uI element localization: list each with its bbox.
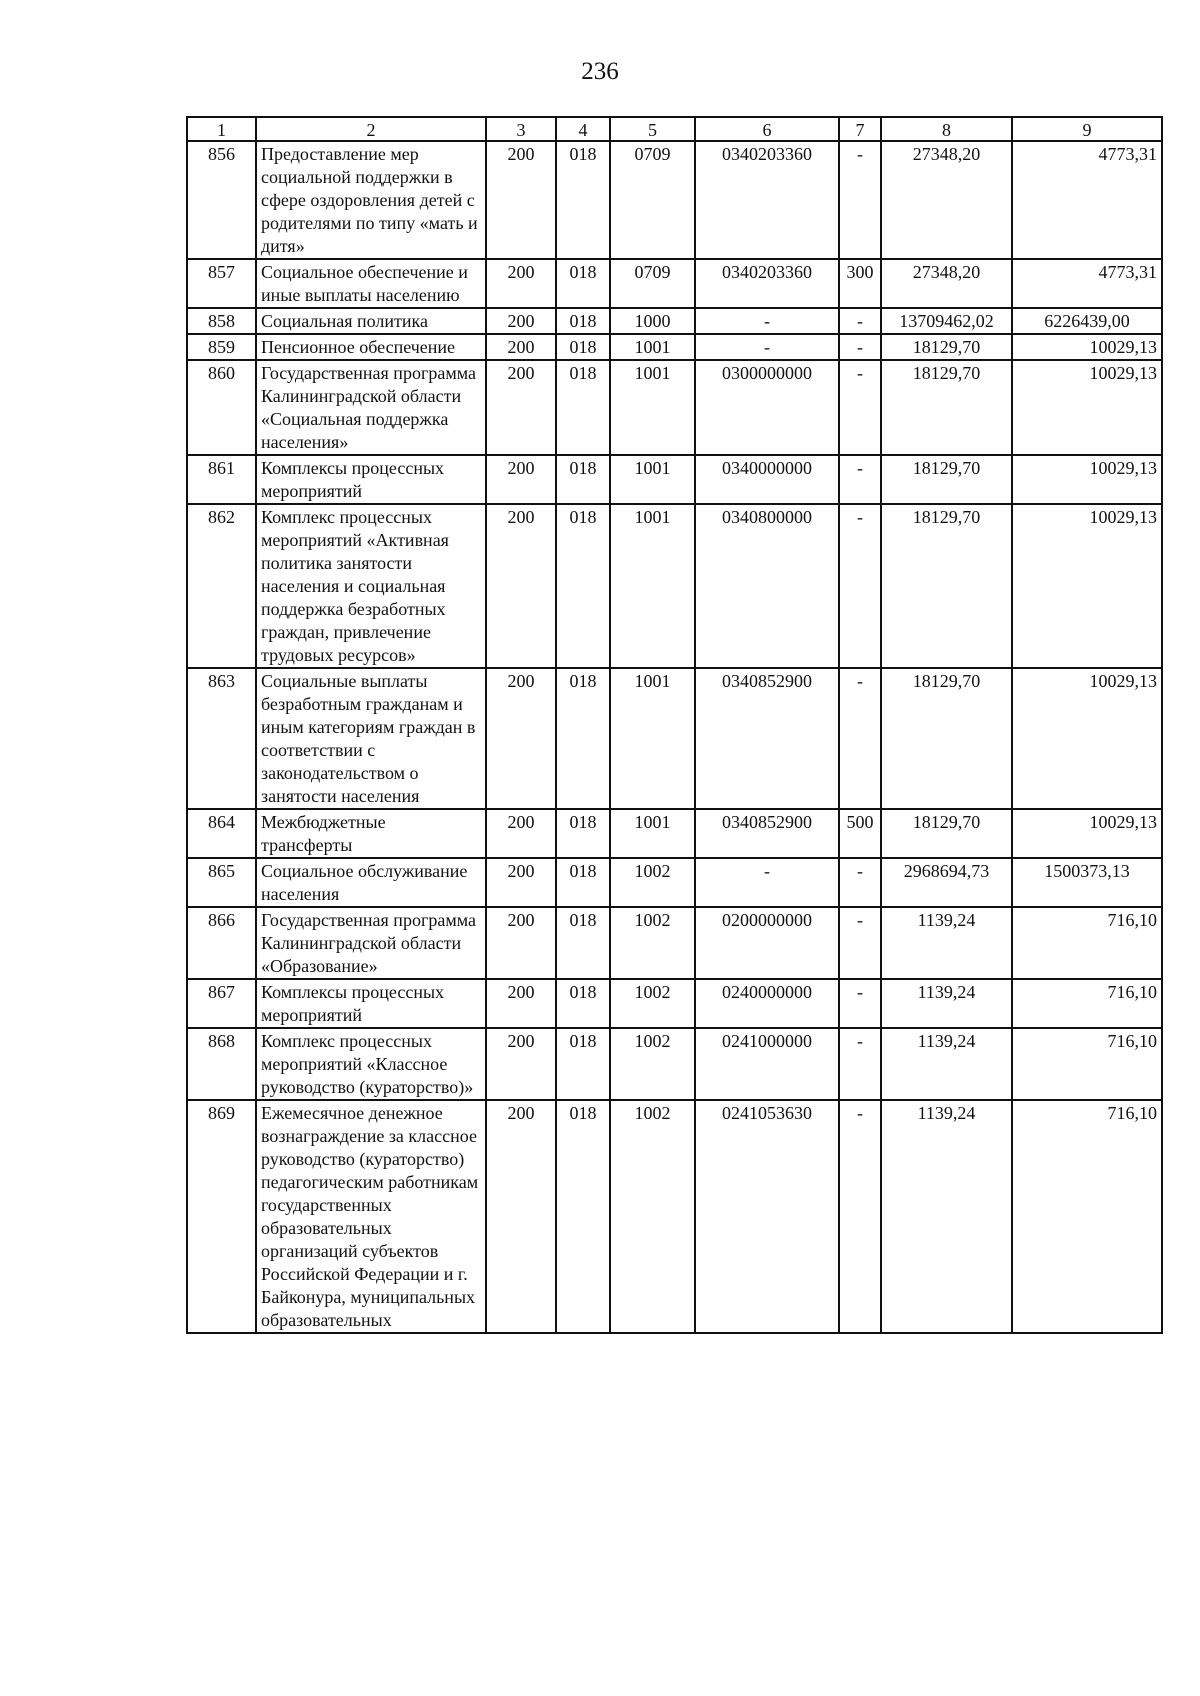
cell-col7: - (839, 979, 881, 1028)
cell-col7: - (839, 360, 881, 455)
cell-col7: - (839, 1028, 881, 1100)
table-row (187, 334, 1162, 360)
row-name: Социальная политика (256, 308, 486, 334)
cell-col5: 1002 (610, 1100, 695, 1333)
table-row (187, 668, 1162, 809)
cell-col3: 200 (486, 308, 556, 334)
cell-col3: 200 (486, 668, 556, 809)
cell-col8: 1139,24 (881, 979, 1012, 1028)
cell-col4: 018 (556, 1100, 610, 1333)
cell-col9: 1500373,13 (1012, 858, 1162, 907)
cell-col3: 200 (486, 360, 556, 455)
cell-col5: 0709 (610, 259, 695, 308)
row-name: Комплексы процессных мероприятий (256, 455, 486, 504)
cell-col6: 0240000000 (695, 979, 839, 1028)
cell-col4: 018 (556, 455, 610, 504)
cell-col5: 1001 (610, 334, 695, 360)
cell-col3: 200 (486, 259, 556, 308)
cell-col6: 0340203360 (695, 259, 839, 308)
cell-col3: 200 (486, 1028, 556, 1100)
cell-col4: 018 (556, 1028, 610, 1100)
row-number: 862 (187, 504, 256, 668)
cell-col7: - (839, 141, 881, 259)
row-number: 858 (187, 308, 256, 334)
table-row (187, 360, 1162, 455)
cell-col9: 716,10 (1012, 1100, 1162, 1333)
row-name: Предоставление мер социальной поддержки в сфере оздоровления детей с родителями по типу «мать и дитя» (256, 141, 486, 259)
cell-col8: 18129,70 (881, 809, 1012, 858)
cell-col6: 0340852900 (695, 668, 839, 809)
cell-col6: - (695, 334, 839, 360)
row-number: 866 (187, 907, 256, 979)
cell-col5: 1001 (610, 360, 695, 455)
cell-col8: 18129,70 (881, 334, 1012, 360)
header-row (187, 117, 1162, 141)
cell-col6: 0241053630 (695, 1100, 839, 1333)
column-header: 2 (256, 117, 486, 141)
column-header: 6 (695, 117, 839, 141)
cell-col8: 27348,20 (881, 141, 1012, 259)
cell-col6: 0340000000 (695, 455, 839, 504)
cell-col5: 1001 (610, 809, 695, 858)
cell-col7: - (839, 334, 881, 360)
cell-col9: 10029,13 (1012, 668, 1162, 809)
cell-col4: 018 (556, 141, 610, 259)
row-number: 869 (187, 1100, 256, 1333)
table-row (187, 1028, 1162, 1100)
cell-col9: 716,10 (1012, 1028, 1162, 1100)
row-name: Социальное обеспечение и иные выплаты населению (256, 259, 486, 308)
table-row (187, 1100, 1162, 1333)
cell-col8: 1139,24 (881, 907, 1012, 979)
cell-col9: 716,10 (1012, 907, 1162, 979)
cell-col6: 0300000000 (695, 360, 839, 455)
cell-col5: 1001 (610, 504, 695, 668)
cell-col7: 300 (839, 259, 881, 308)
cell-col5: 1002 (610, 979, 695, 1028)
table-row (187, 259, 1162, 308)
cell-col9: 10029,13 (1012, 334, 1162, 360)
cell-col9: 6226439,00 (1012, 308, 1162, 334)
cell-col8: 13709462,02 (881, 308, 1012, 334)
cell-col8: 27348,20 (881, 259, 1012, 308)
cell-col7: - (839, 1100, 881, 1333)
cell-col5: 1001 (610, 455, 695, 504)
cell-col7: - (839, 308, 881, 334)
table-row (187, 504, 1162, 668)
row-number: 860 (187, 360, 256, 455)
cell-col4: 018 (556, 668, 610, 809)
cell-col5: 1000 (610, 308, 695, 334)
cell-col8: 1139,24 (881, 1100, 1012, 1333)
column-header: 1 (187, 117, 256, 141)
cell-col3: 200 (486, 907, 556, 979)
row-number: 868 (187, 1028, 256, 1100)
cell-col5: 1002 (610, 907, 695, 979)
row-number: 864 (187, 809, 256, 858)
cell-col9: 10029,13 (1012, 360, 1162, 455)
cell-col8: 1139,24 (881, 1028, 1012, 1100)
cell-col8: 18129,70 (881, 504, 1012, 668)
row-name: Комплексы процессных мероприятий (256, 979, 486, 1028)
cell-col6: - (695, 858, 839, 907)
table-row (187, 141, 1162, 259)
cell-col8: 18129,70 (881, 360, 1012, 455)
cell-col7: 500 (839, 809, 881, 858)
row-number: 863 (187, 668, 256, 809)
cell-col7: - (839, 858, 881, 907)
table-row (187, 907, 1162, 979)
column-header: 8 (881, 117, 1012, 141)
row-number: 865 (187, 858, 256, 907)
row-name: Комплекс процессных мероприятий «Активная политика занятости населения и социальная поддержка безработных граждан, привлечение трудовых ресурсов» (256, 504, 486, 668)
cell-col3: 200 (486, 809, 556, 858)
cell-col8: 2968694,73 (881, 858, 1012, 907)
row-name: Ежемесячное денежное вознаграждение за классное руководство (кураторство) педагогическим работникам государственных образовательных организаций субъектов Российской Федерации и г. Байконура, муниципальных образовательных (256, 1100, 486, 1333)
row-name: Государственная программа Калининградской области «Социальная поддержка населения» (256, 360, 486, 455)
table-row (187, 809, 1162, 858)
cell-col3: 200 (486, 1100, 556, 1333)
cell-col6: - (695, 308, 839, 334)
cell-col7: - (839, 907, 881, 979)
row-number: 867 (187, 979, 256, 1028)
row-name: Пенсионное обеспечение (256, 334, 486, 360)
row-number: 856 (187, 141, 256, 259)
column-header: 7 (839, 117, 881, 141)
cell-col3: 200 (486, 979, 556, 1028)
table-header (187, 117, 1162, 141)
cell-col7: - (839, 455, 881, 504)
cell-col5: 1002 (610, 1028, 695, 1100)
row-name: Социальные выплаты безработным гражданам и иным категориям граждан в соответствии с законодательством о занятости населения (256, 668, 486, 809)
cell-col5: 1002 (610, 858, 695, 907)
cell-col6: 0200000000 (695, 907, 839, 979)
cell-col4: 018 (556, 308, 610, 334)
cell-col3: 200 (486, 455, 556, 504)
page-number: 236 (581, 58, 619, 85)
cell-col4: 018 (556, 259, 610, 308)
row-name: Межбюджетные трансферты (256, 809, 486, 858)
cell-col9: 10029,13 (1012, 809, 1162, 858)
cell-col9: 716,10 (1012, 979, 1162, 1028)
cell-col8: 18129,70 (881, 668, 1012, 809)
cell-col3: 200 (486, 504, 556, 668)
cell-col7: - (839, 668, 881, 809)
cell-col5: 0709 (610, 141, 695, 259)
cell-col9: 10029,13 (1012, 455, 1162, 504)
row-number: 857 (187, 259, 256, 308)
column-header: 4 (556, 117, 610, 141)
cell-col8: 18129,70 (881, 455, 1012, 504)
cell-col9: 4773,31 (1012, 259, 1162, 308)
cell-col4: 018 (556, 334, 610, 360)
table-body (187, 141, 1162, 1333)
column-header: 5 (610, 117, 695, 141)
cell-col7: - (839, 504, 881, 668)
cell-col4: 018 (556, 979, 610, 1028)
cell-col4: 018 (556, 504, 610, 668)
cell-col3: 200 (486, 334, 556, 360)
cell-col9: 10029,13 (1012, 504, 1162, 668)
row-name: Государственная программа Калининградской области «Образование» (256, 907, 486, 979)
table-row (187, 455, 1162, 504)
cell-col9: 4773,31 (1012, 141, 1162, 259)
cell-col6: 0340800000 (695, 504, 839, 668)
table-row (187, 979, 1162, 1028)
column-header: 9 (1012, 117, 1162, 141)
cell-col3: 200 (486, 141, 556, 259)
cell-col6: 0340852900 (695, 809, 839, 858)
row-number: 859 (187, 334, 256, 360)
row-name: Социальное обслуживание населения (256, 858, 486, 907)
cell-col4: 018 (556, 360, 610, 455)
cell-col3: 200 (486, 858, 556, 907)
row-name: Комплекс процессных мероприятий «Классное руководство (кураторство)» (256, 1028, 486, 1100)
cell-col4: 018 (556, 858, 610, 907)
row-number: 861 (187, 455, 256, 504)
cell-col6: 0340203360 (695, 141, 839, 259)
budget-table (186, 116, 1163, 1334)
table-row (187, 858, 1162, 907)
cell-col6: 0241000000 (695, 1028, 839, 1100)
table-row (187, 308, 1162, 334)
cell-col5: 1001 (610, 668, 695, 809)
cell-col4: 018 (556, 809, 610, 858)
column-header: 3 (486, 117, 556, 141)
cell-col4: 018 (556, 907, 610, 979)
